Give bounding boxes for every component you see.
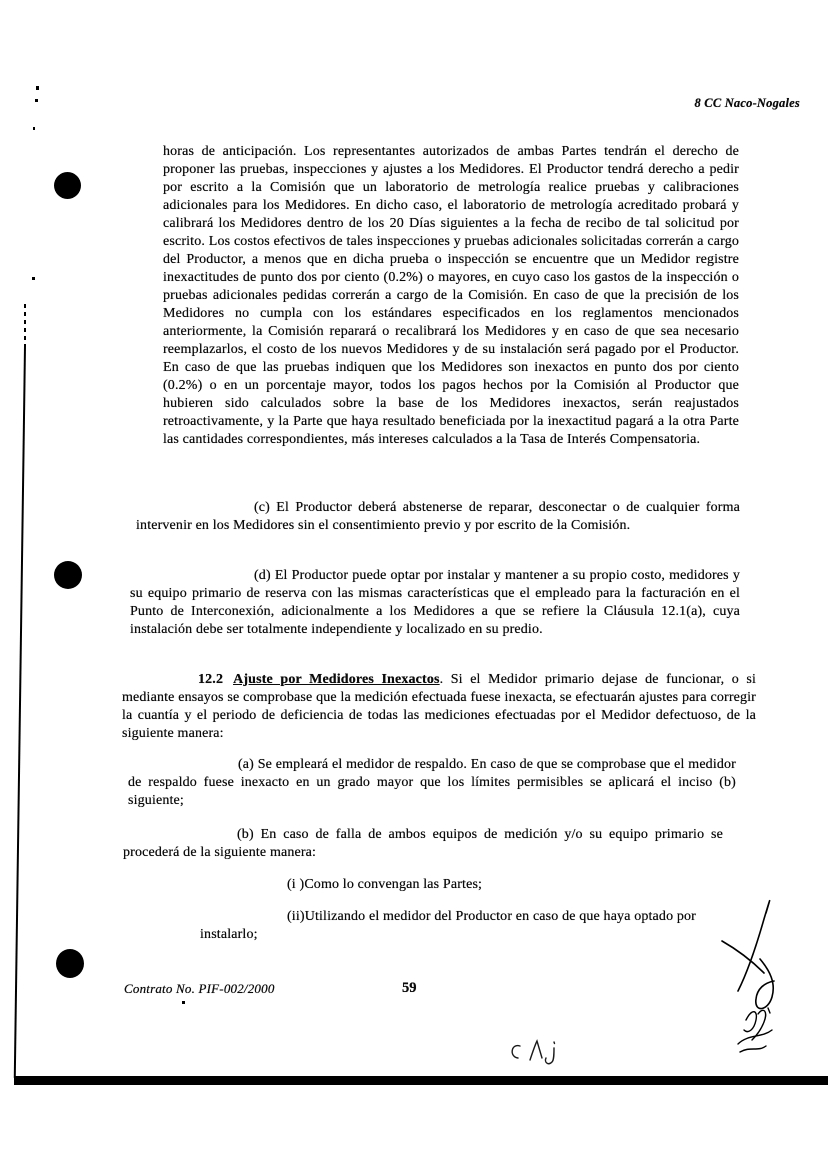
punch-hole-mark-bottom bbox=[56, 949, 84, 978]
clause-12-2-paragraph bbox=[122, 671, 756, 743]
clause-c-paragraph: (c) El Productor deberá abstenerse de reparar, desconectar o de cualquier forma intervenir en los Medidores sin el consentimiento previo y por escrito de la Comisión. bbox=[136, 500, 740, 533]
clause-b-paragraph: (b) En caso de falla de ambos equipos de medición y/o su equipo primario se procederá de la siguiente manera: bbox=[123, 827, 723, 860]
item-ii-paragraph: (ii)Utilizando el medidor del Productor en caso de que haya optado por instalarlo; bbox=[200, 909, 696, 942]
clause-12-2-title: Ajuste por Medidores Inexactos bbox=[233, 672, 440, 687]
signature-scribble bbox=[728, 1000, 788, 1062]
scan-edge-bar-bottom bbox=[14, 1076, 828, 1085]
header-doc-reference: 8 CC Naco-Nogales bbox=[694, 96, 800, 110]
footer-contract-number: Contrato No. PIF-002/2000 bbox=[124, 981, 275, 996]
page-number: 59 bbox=[402, 980, 417, 996]
item-i-line: (i )Como lo convengan las Partes; bbox=[287, 877, 483, 892]
scan-speck bbox=[182, 1001, 185, 1004]
scan-edge-line-dashed bbox=[24, 304, 26, 346]
punch-hole-mark-top bbox=[54, 172, 81, 199]
scan-speck bbox=[36, 86, 39, 90]
scan-speck bbox=[33, 127, 35, 130]
handwritten-caj-mark bbox=[504, 1034, 574, 1068]
punch-hole-mark-middle bbox=[54, 561, 82, 589]
clause-12-2-text: . Si el Medidor primario dejase de funcionar, o si mediante ensayos se comprobase que la medición efectuada fuese inexacta, se efectuarán ajustes para corregir la cuantía y el periodo de deficiencia de todas las mediciones efectuadas por el Medidor defectuoso, de la siguiente manera: bbox=[122, 672, 757, 741]
clause-a-paragraph: (a) Se empleará el medidor de respaldo. En caso de que se comprobase que el medidor de respaldo fuese inexacto en un grado mayor que los límites permisibles se aplicará el inciso (b) siguiente; bbox=[128, 757, 736, 808]
scan-edge-line-vertical bbox=[14, 346, 26, 1078]
paragraph-metering-continuation: horas de anticipación. Los representantes autorizados de ambas Partes tendrán el derecho de proponer las pruebas, inspecciones y ajustes a los Medidores. El Productor tendrá derecho a pedir por escrito a la Comisión que un laboratorio de metrología realice pruebas y calibraciones adicionales para los Medidores. En dicho caso, el laboratorio de metrología acreditado probará y calibrará los Medidores dentro de los 20 Días siguientes a la fecha de recibo de tal solicitud por escrito. Los costos efectivos de tales inspecciones y pruebas adicionales solicitadas correrán a cargo del Productor, a menos que en dicha prueba o inspección se encuentre que un Medidor registre inexactitudes de punto dos por ciento (0.2%) o mayores, en cuyo caso los gastos de la inspección o pruebas adicionales pedidas correrán a cargo de la Comisión. En caso de que la precisión de los Medidores no cumpla con los estándares especificados en los reglamentos mencionados anteriormente, la Comisión reparará o recalibrará los Medidores y en caso de que sea necesario reemplazarlos, el costo de los nuevos Medidores y de su instalación será pagado por el Productor. En caso de que las pruebas indiquen que los Medidores son inexactos en punto dos por ciento (0.2%) o en un porcentaje mayor, todos los pagos hechos por la Comisión al Productor que hubieren sido calculados sobre la base de los Medidores inexactos, serán reajustados retroactivamente, y la Parte que haya resultado beneficiada por la inexactitud pagará a la otra Parte las cantidades correspondientes, más intereses calculados a la Tasa de Interés Compensatoria. bbox=[163, 144, 739, 447]
scan-speck bbox=[35, 99, 38, 102]
scan-speck bbox=[32, 277, 35, 280]
clause-12-2-number: 12.2 bbox=[198, 672, 224, 687]
clause-d-paragraph: (d) El Productor puede optar por instalar y mantener a su propio costo, medidores y su equipo primario de reserva con las mismas características que el empleado para la facturación en el Punto de Interconexión, adicionalmente a los Medidores a que se refiere la Cláusula 12.1(a), cuya instalación debe ser totalmente independiente y localizado en su predio. bbox=[130, 568, 740, 637]
